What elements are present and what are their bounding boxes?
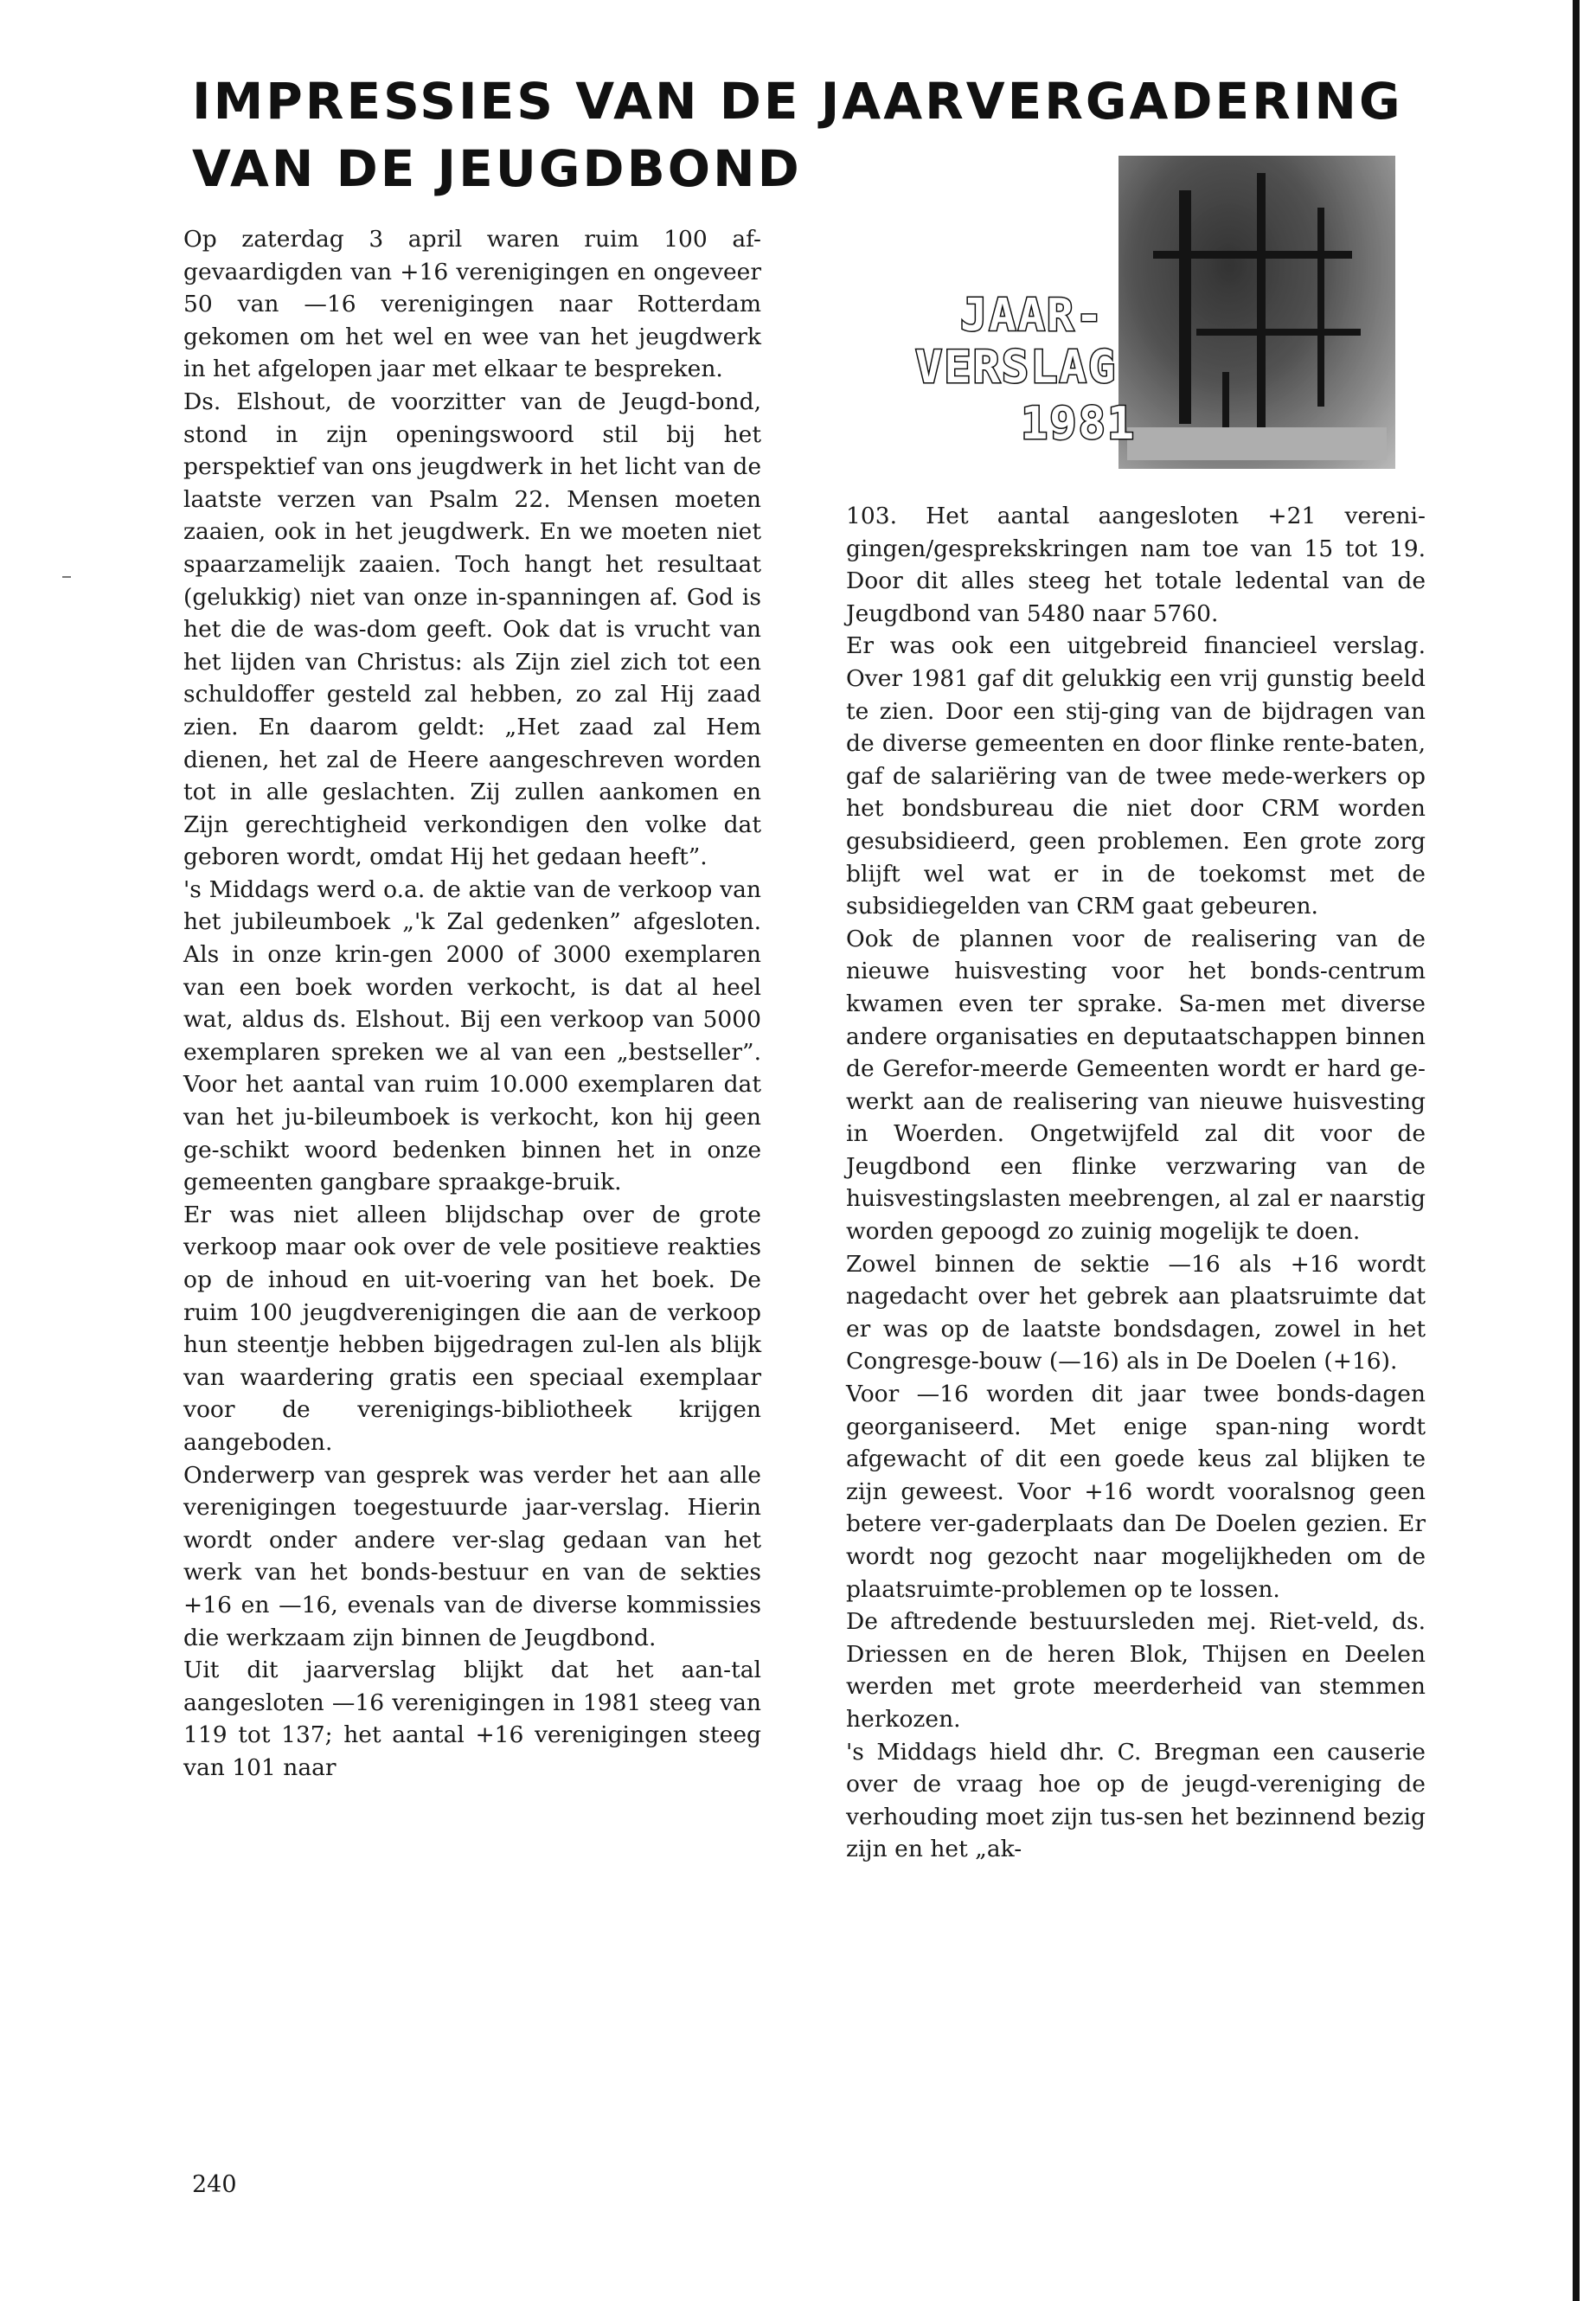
left-column (183, 223, 761, 1785)
margin-mark (62, 576, 71, 578)
paragraph: 's Middags werd o.a. de aktie van de verkoop van het jubileumboek „'k Zal gedenken” afgesloten. Als in onze krin-gen 2000 of 3000 exemplaren van een boek worden verkocht, is dat al heel wat, aldus ds. Elshout. Bij een verkoop van 5000 exemplaren spreken we al van een „bestseller”. Voor het aantal van ruim 10.000 exemplaren dat van het ju-bileumboek is verkocht, kon hij geen ge-schikt woord bedenken binnen het in onze gemeenten gangbare spraakge-bruik. (183, 875, 761, 1196)
paragraph: 's Middags hield dhr. C. Bregman een causerie over de vraag hoe op de jeugd-vereniging de verhouding moet zijn tus-sen het bezinnend bezig zijn en het „ak- (846, 1738, 1426, 1863)
paragraph: Uit dit jaarverslag blijkt dat het aan-tal aangesloten —16 verenigingen in 1981 steeg van 119 tot 137; het aantal +16 verenigingen steeg van 101 naar (183, 1657, 761, 1781)
paragraph: De aftredende bestuursleden mej. Riet-veld, ds. Driessen en de heren Blok, Thijsen en Deelen werden met grote meerderheid van stemmen herkozen. (846, 1608, 1426, 1733)
paragraph: Op zaterdag 3 april waren ruim 100 af-gevaardigden van +16 verenigingen en ongeveer 50 van —16 verenigingen naar Rotterdam gekomen om het wel en wee van het jeugdwerk in het afgelopen jaar met elkaar te bespreken. (183, 226, 761, 383)
paragraph: Ds. Elshout, de voorzitter van de Jeugd-bond, stond in zijn openingswoord stil bij het perspektief van ons jeugdwerk in het licht van de laatste verzen van Psalm 22. Mensen moeten zaaien, ook in het jeugdwerk. En we moeten niet spaarzamelijk zaaien. Toch hangt het resultaat (gelukkig) niet van onze in-spanningen af. God is het die de was-dom geeft. Ook dat is vrucht van het lijden van Christus: als Zijn ziel zich tot een schuldoffer gesteld zal hebben, zo zal Hij zaad zien. En daarom geldt: „Het zaad zal Hem dienen, het zal de Heere aangeschreven worden tot in alle geslachten. Zij zullen aankomen en Zijn gerechtigheid verkondigen den volke dat geboren wordt, omdat Hij het gedaan heeft”. (183, 388, 761, 871)
paragraph: 103. Het aantal aangesloten +21 vereni-gingen/gesprekskringen nam toe van 15 tot 19. Door dit alles steeg het totale ledental van de Jeugdbond van 5480 naar 5760. (846, 503, 1426, 627)
annual-report-cover-image (907, 156, 1398, 476)
cover-photo (1118, 156, 1395, 469)
article-title: IMPRESSIES VAN DE JAARVERGADERING VAN DE JEUGDBOND (192, 72, 1403, 198)
right-column (846, 500, 1426, 1866)
cover-title-line-2: VERSLAG (915, 342, 1118, 394)
paragraph: Er was ook een uitgebreid financieel verslag. Over 1981 gaf dit gelukkig een vrij gunstig beeld te zien. Door een stij-ging van de bijdragen van de diverse gemeenten en door flinke rente-baten, gaf de salariëring van de twee mede-werkers op het bondsbureau die niet door CRM worden gesubsidieerd, geen problemen. Een grote zorg blijft wel wat er in de toekomst met de subsidiegelden van CRM gaat gebeuren. (846, 632, 1426, 920)
paragraph: Ook de plannen voor de realisering van de nieuwe huisvesting voor het bonds-centrum kwamen even ter sprake. Sa-men met diverse andere organisaties en deputaatschappen binnen de Gerefor-meerde Gemeenten wordt er hard ge-werkt aan de realisering van nieuwe huisvesting in Woerden. Ongetwijfeld zal dit voor de Jeugdbond een flinke verzwaring van de huisvestingslasten meebrengen, al zal er naarstig worden gepoogd zo zuinig mogelijk te doen. (846, 925, 1426, 1246)
paragraph: Zowel binnen de sektie —16 als +16 wordt nagedacht over het gebrek aan plaatsruimte dat er was op de laatste bondsdagen, zowel in het Congresge-bouw (—16) als in De Doelen (+16). (846, 1250, 1426, 1375)
paragraph: Onderwerp van gesprek was verder het aan alle verenigingen toegestuurde jaar-verslag. Hierin wordt onder andere ver-slag gedaan van het werk van het bonds-bestuur en van de sekties +16 en —16, evenals van de diverse kommissies die werkzaam zijn binnen de Jeugdbond. (183, 1461, 761, 1651)
cover-title-line-1: JAAR- (960, 290, 1105, 342)
paragraph: Voor —16 worden dit jaar twee bonds-dagen georganiseerd. Met enige span-ning wordt afgewacht of dit een goede keus zal blijken te zijn geweest. Voor +16 wordt vooralsnog geen betere ver-gaderplaats dan De Doelen gezien. Er wordt nog gezocht naar mogelijkheden om de plaatsruimte-problemen op te lossen. (846, 1381, 1426, 1603)
scan-edge-rule (1573, 0, 1580, 2301)
page-number: 240 (192, 2171, 237, 2198)
paragraph: Er was niet alleen blijdschap over de grote verkoop maar ook over de vele positieve reakties op de inhoud en uit-voering van het boek. De ruim 100 jeugdverenigingen die aan de verkoop hun steentje hebben bijgedragen zul-len als blijk van waardering gratis een speciaal exemplaar voor de verenigings-bibliotheek krijgen aangeboden. (183, 1201, 761, 1456)
cover-year: 1981 (1021, 398, 1137, 450)
